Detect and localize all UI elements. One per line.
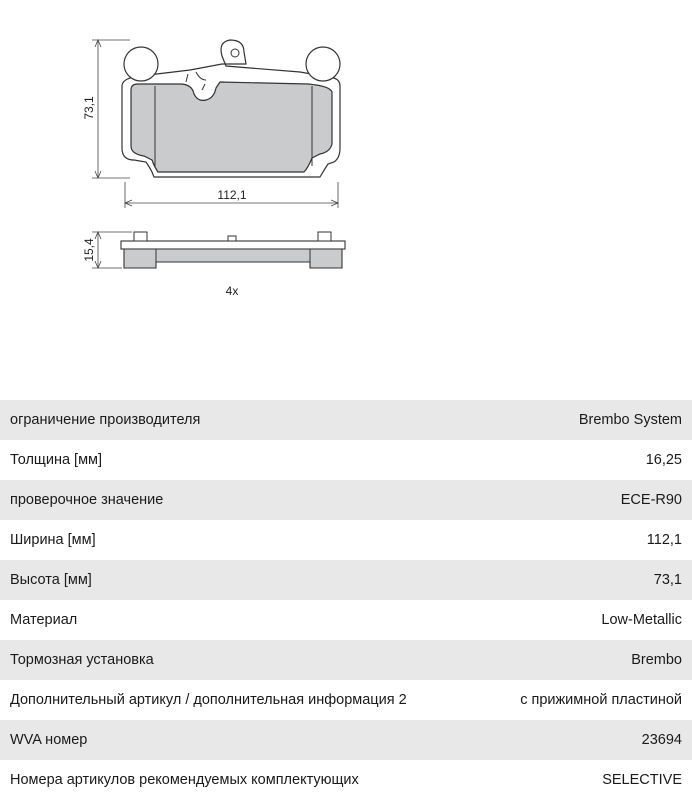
spec-label: Материал [10,612,78,628]
spec-label: Тормозная установка [10,652,154,668]
spec-value: SELECTIVE [602,772,682,788]
pad-front-view [122,40,340,177]
spec-value: ECE-R90 [620,492,682,508]
friction-material-front [131,82,332,172]
spec-value: Low-Metallic [601,612,682,628]
spec-value: 112,1 [646,532,682,548]
spec-label: Ширина [мм] [10,532,96,548]
spec-row [0,600,692,640]
spec-row [0,440,692,480]
right-mounting-hole [306,47,340,81]
spec-row [0,520,692,560]
thickness-dim-label: 15,4 [82,238,96,262]
spec-row [0,400,692,440]
friction-material-side [124,249,342,268]
spec-label: Толщина [мм] [10,452,103,468]
quantity-label: 4x [225,284,239,298]
spec-value: Brembo System [578,412,682,428]
spec-value: Brembo [631,652,682,668]
spec-label: Номера артикулов рекомендуемых комплектующих [10,772,359,788]
spec-row [0,680,692,720]
left-mounting-hole [124,47,158,81]
spec-value: 73,1 [653,572,682,588]
spec-label: проверочное значение [10,492,164,508]
specs-table [0,400,692,800]
spec-value: 16,25 [645,452,682,468]
spec-row [0,480,692,520]
width-dimension [125,182,338,208]
spec-row [0,760,692,800]
spec-row [0,720,692,760]
center-tab-hole [231,49,239,57]
spec-value: 23694 [641,732,682,748]
width-dim-label: 112,1 [217,188,247,202]
spec-label: Дополнительный артикул / дополнительная информация 2 [10,692,407,708]
spec-label: Высота [мм] [10,572,92,588]
spec-row [0,560,692,600]
spec-label: WVA номер [10,732,88,748]
spec-label: ограничение производителя [10,412,201,428]
spec-row [0,640,692,680]
height-dim-label: 73,1 [82,96,96,120]
pad-side-view [121,232,345,268]
spec-value: с прижимной пластиной [520,692,682,708]
